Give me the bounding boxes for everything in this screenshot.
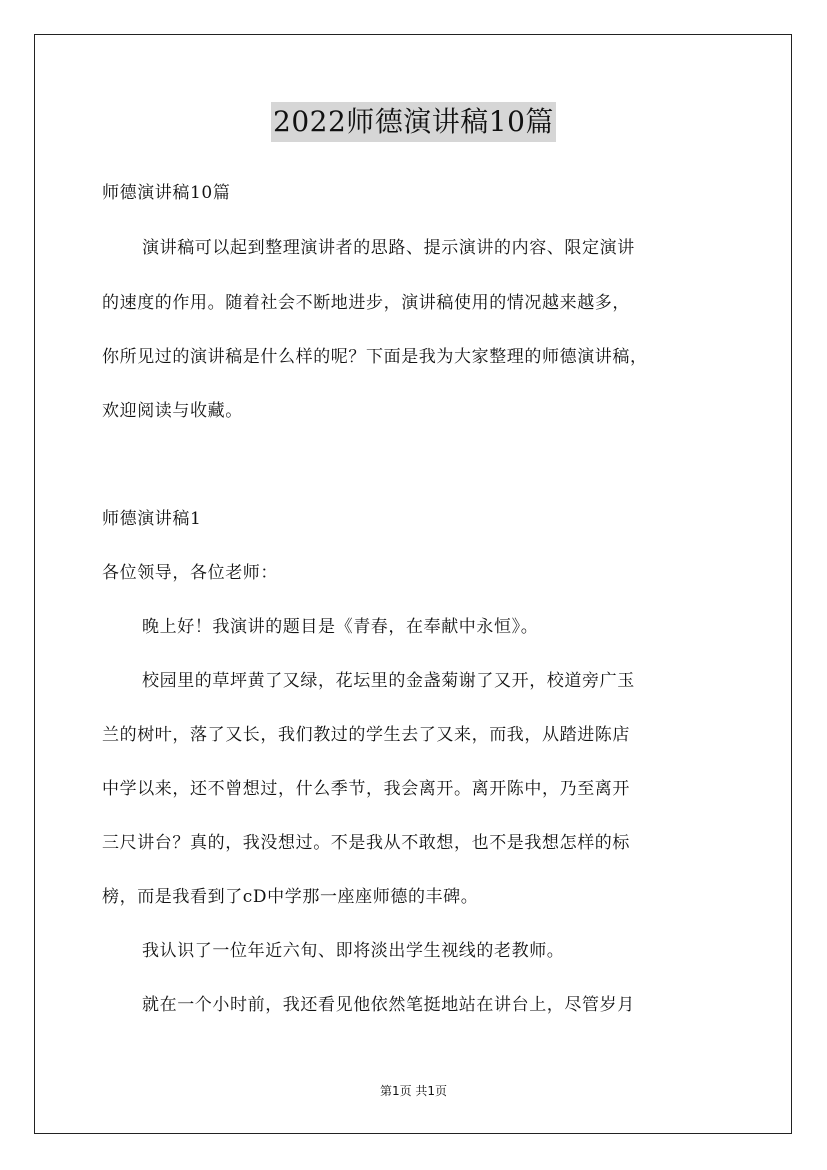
intro-line: 你所见过的演讲稿是什么样的呢？下面是我为大家整理的师德演讲稿， — [102, 347, 648, 367]
intro-line: 的速度的作用。随着社会不断地进步，演讲稿使用的情况越来越多， — [102, 293, 630, 313]
paragraph-line: 三尺讲台？真的，我没想过。不是我从不敢想，也不是我想怎样的标 — [102, 833, 630, 853]
title-container — [0, 102, 827, 142]
paragraph-line: 兰的树叶，落了又长，我们教过的学生去了又来，而我，从踏进陈店 — [102, 725, 630, 745]
intro-line: 演讲稿可以起到整理演讲者的思路、提示演讲的内容、限定演讲 — [142, 238, 635, 258]
salutation: 各位领导，各位老师： — [102, 563, 278, 583]
paragraph-line: 就在一个小时前，我还看见他依然笔挺地站在讲台上，尽管岁月 — [142, 995, 635, 1015]
intro-line: 欢迎阅读与收藏。 — [102, 401, 243, 421]
paragraph-line: 我认识了一位年近六旬、即将淡出学生视线的老教师。 — [142, 941, 565, 961]
page-number: 第1页 共1页 — [379, 1084, 448, 1098]
paragraph-line: 榜，而是我看到了cD中学那一座座师德的丰碑。 — [102, 887, 479, 907]
greeting: 晚上好！我演讲的题目是《青春，在奉献中永恒》。 — [142, 617, 539, 637]
section-heading: 师德演讲稿1 — [102, 509, 202, 529]
paragraph-line: 校园里的草坪黄了又绿，花坛里的金盏菊谢了又开，校道旁广玉 — [142, 671, 635, 691]
paragraph-line: 中学以来，还不曾想过，什么季节，我会离开。离开陈中，乃至离开 — [102, 779, 630, 799]
subtitle: 师德演讲稿10篇 — [102, 183, 231, 203]
document-title: 2022师德演讲稿10篇 — [271, 102, 556, 142]
